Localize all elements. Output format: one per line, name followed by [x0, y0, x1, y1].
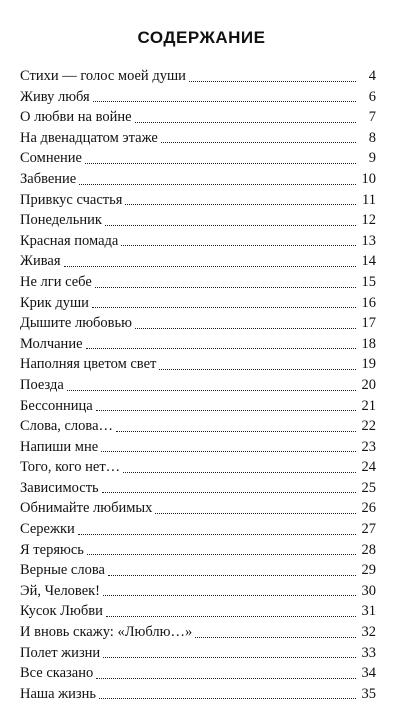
dot-leader: [96, 678, 356, 679]
toc-entry-page-number: 29: [361, 562, 376, 579]
toc-entry: [20, 457, 376, 478]
dot-leader: [95, 287, 356, 288]
dot-leader: [189, 81, 356, 82]
toc-entry-title: Слова, слова…: [20, 418, 114, 435]
toc-entry-title: Забвение: [20, 170, 77, 187]
toc-entry-page-number: 15: [361, 273, 376, 290]
toc-entry-page-number: 23: [361, 438, 376, 455]
dot-leader: [64, 266, 356, 267]
dot-leader: [79, 184, 356, 185]
toc-entry-title: Наполняя цветом свет: [20, 356, 157, 373]
toc-entry-title: Верные слова: [20, 562, 105, 579]
dot-leader: [67, 390, 356, 391]
toc-entry-title: Кусок Любви: [20, 603, 103, 620]
toc-entry-page-number: 33: [361, 644, 376, 661]
toc-entry-page-number: 25: [361, 479, 376, 496]
toc-entry-title: Крик души: [20, 294, 89, 311]
toc-entry-title: Дышите любовью: [20, 315, 132, 332]
toc-entry-page-number: 10: [361, 170, 376, 187]
toc-entry: [20, 560, 376, 581]
toc-entry: [20, 313, 376, 334]
dot-leader: [78, 534, 356, 535]
toc-entry: [20, 540, 376, 561]
toc-entry-title: Полет жизни: [20, 644, 101, 661]
toc-entry-page-number: 20: [361, 376, 376, 393]
toc-entry-title: Обнимайте любимых: [20, 500, 153, 517]
toc-entry: [20, 293, 376, 314]
toc-entry-page-number: 6: [368, 88, 376, 105]
toc-entry-page-number: 31: [361, 603, 376, 620]
toc-entry-page-number: 26: [361, 500, 376, 517]
toc-entry-page-number: 27: [361, 521, 376, 538]
toc-entry-page-number: 18: [361, 335, 376, 352]
dot-leader: [87, 554, 356, 555]
toc-entry-title: Зависимость: [20, 479, 99, 496]
toc-entry: [20, 396, 376, 417]
dot-leader: [123, 472, 356, 473]
dot-leader: [125, 204, 356, 205]
toc-entry-title: Привкус счастья: [20, 191, 123, 208]
toc-entry-page-number: 4: [368, 68, 376, 84]
toc-entry: [20, 210, 376, 231]
toc-entry-page-number: 11: [362, 191, 376, 208]
toc-entry-page-number: 28: [361, 541, 376, 558]
toc-entry-title: Все сказано: [20, 665, 94, 682]
toc-entry-title: Того, кого нет…: [20, 459, 121, 476]
toc-entry: [20, 498, 376, 519]
toc-entry-title: О любви на войне: [20, 109, 132, 126]
toc-entry: [20, 663, 376, 684]
toc-entry: [20, 375, 376, 396]
toc-entry: [20, 601, 376, 622]
toc-entry-page-number: 32: [361, 624, 376, 641]
toc-entry-page-number: 19: [361, 356, 376, 373]
toc-entry: [20, 128, 376, 149]
toc-entry-title: Понедельник: [20, 212, 102, 229]
dot-leader: [101, 451, 356, 452]
dot-leader: [161, 142, 356, 143]
dot-leader: [135, 328, 356, 329]
toc-entry-page-number: 30: [361, 582, 376, 599]
toc-entry-title: Бессонница: [20, 397, 93, 414]
toc-entry-page-number: 16: [361, 294, 376, 311]
toc-entry-page-number: 8: [368, 129, 376, 146]
toc-entry: [20, 519, 376, 540]
toc-entry-title: Эй, Человек!: [20, 582, 100, 599]
toc-entry: [20, 169, 376, 190]
toc-entry: [20, 416, 376, 437]
toc-entry-title: Живая: [20, 253, 61, 270]
toc-entry: [20, 437, 376, 458]
dot-leader: [103, 595, 356, 596]
toc-entry: [20, 334, 376, 355]
toc-entry-title: Не лги себе: [20, 273, 92, 290]
toc-entry-title: Живу любя: [20, 88, 90, 105]
dot-leader: [105, 225, 356, 226]
toc-entry: [20, 581, 376, 602]
toc-entry-page-number: 34: [361, 665, 376, 682]
toc-entry: [20, 251, 376, 272]
dot-leader: [121, 245, 356, 246]
toc-entry: [20, 190, 376, 211]
toc-entry-page-number: 21: [361, 397, 376, 414]
toc-entry-title: Напиши мне: [20, 438, 99, 455]
toc-entry-title: Молчание: [20, 335, 83, 352]
toc-entry-title: И вновь скажу: «Люблю…»: [20, 624, 193, 641]
toc-entry: [20, 231, 376, 252]
dot-leader: [92, 307, 356, 308]
toc-entry: [20, 272, 376, 293]
toc-entry: [20, 684, 376, 704]
toc-entry: [20, 87, 376, 108]
dot-leader: [159, 369, 356, 370]
page-title: СОДЕРЖАНИЕ: [137, 28, 266, 47]
toc-entry: [20, 478, 376, 499]
toc-entry: [20, 643, 376, 664]
dot-leader: [86, 348, 356, 349]
toc-entry-page-number: 14: [361, 253, 376, 270]
toc-entry-page-number: 35: [361, 685, 376, 702]
toc-entry: [20, 107, 376, 128]
dot-leader: [106, 616, 356, 617]
toc-entry-title: Сережки: [20, 521, 75, 538]
dot-leader: [103, 657, 356, 658]
toc-entry-page-number: 12: [361, 212, 376, 229]
dot-leader: [108, 575, 356, 576]
toc-entry-page-number: 7: [368, 109, 376, 126]
toc-entry-title: Наша жизнь: [20, 685, 97, 702]
dot-leader: [135, 122, 356, 123]
dot-leader: [116, 431, 356, 432]
toc-entry-page-number: 22: [361, 418, 376, 435]
toc-entry-page-number: 24: [361, 459, 376, 476]
toc-entry-page-number: 17: [361, 315, 376, 332]
toc-entry-title: Сомнение: [20, 150, 82, 167]
toc-entry-title: Поезда: [20, 376, 64, 393]
dot-leader: [96, 410, 356, 411]
toc-entry-page-number: 13: [361, 232, 376, 249]
toc-entry: [20, 148, 376, 169]
toc-entry-title: Я теряюсь: [20, 541, 84, 558]
table-of-contents: [20, 66, 376, 704]
toc-entry: [20, 622, 376, 643]
dot-leader: [195, 637, 356, 638]
toc-entry-title: Красная помада: [20, 232, 119, 249]
toc-entry-title: Стихи — голос моей души: [20, 68, 186, 84]
toc-entry-page-number: 9: [368, 150, 376, 167]
dot-leader: [155, 513, 356, 514]
toc-entry: [20, 354, 376, 375]
dot-leader: [102, 492, 356, 493]
toc-entry: [20, 66, 376, 87]
dot-leader: [99, 698, 356, 699]
dot-leader: [85, 163, 356, 164]
toc-entry-title: На двенадцатом этаже: [20, 129, 158, 146]
dot-leader: [93, 101, 356, 102]
